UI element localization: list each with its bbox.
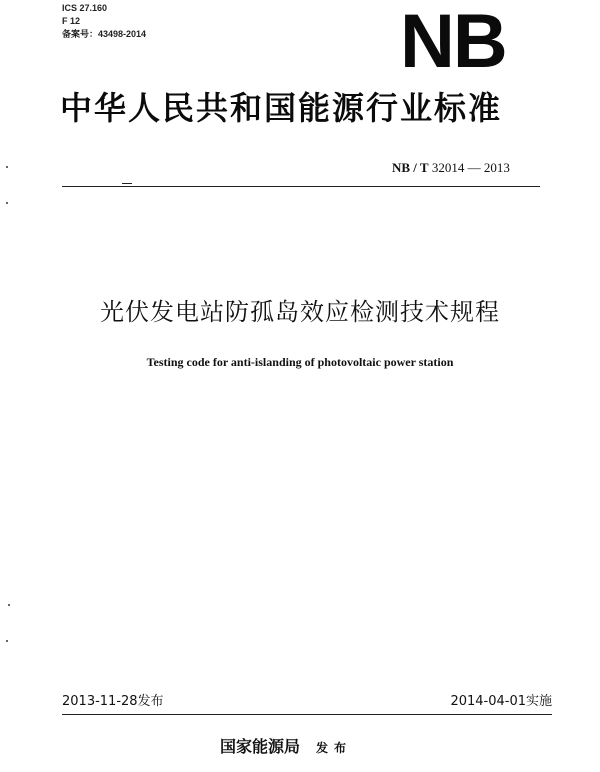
publisher-verb: 发布	[316, 741, 353, 755]
bottom-divider	[62, 714, 552, 715]
document-title-cn: 光伏发电站防孤岛效应检测技术规程	[100, 298, 500, 326]
classification-codes	[62, 2, 146, 41]
document-title-en: Testing code for anti-islanding of photovoltaic power station	[146, 355, 454, 369]
scan-speck	[6, 166, 8, 168]
issue-date: 2013-11-28发布	[62, 694, 164, 709]
scan-speck	[8, 604, 10, 606]
ics-code: ICS 27.160	[62, 3, 108, 13]
nb-logo-mark: NB	[400, 0, 506, 84]
publisher-name: 国家能源局	[220, 737, 301, 756]
filing-number: 备案号：43498-2014	[62, 29, 147, 39]
top-divider-tick	[122, 183, 132, 184]
category-code: F 12	[62, 16, 81, 26]
standard-header: 中华人民共和国能源行业标准	[60, 89, 503, 127]
standard-number	[392, 160, 510, 176]
implementation-date: 2014-04-01实施	[450, 694, 552, 709]
publisher	[220, 736, 352, 759]
standard-number-value: 32014 — 2013	[431, 160, 510, 175]
standard-number-prefix: NB / T	[392, 160, 429, 175]
scan-speck	[6, 640, 8, 642]
top-divider	[62, 186, 540, 187]
scan-speck	[6, 202, 8, 204]
